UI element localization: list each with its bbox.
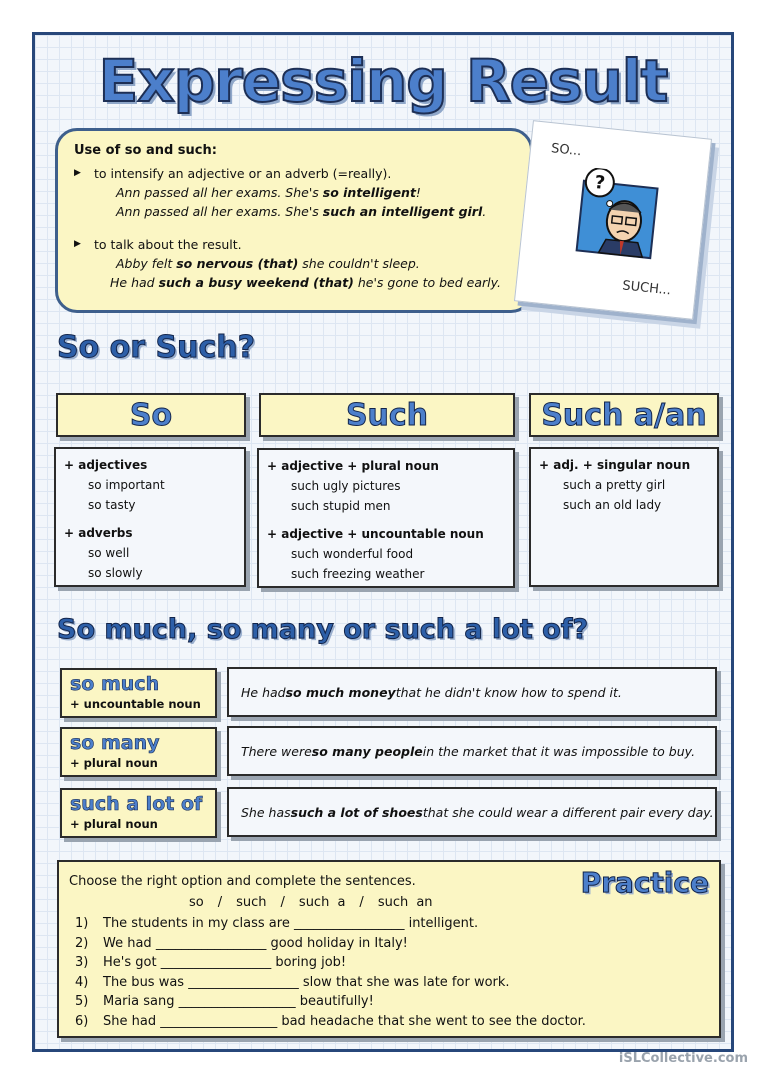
exercise-item[interactable]: 2) We had _________________ good holiday in Italy! [75,935,408,951]
card-so-text: SO... [550,141,583,160]
list-item: such wonderful food [291,547,414,561]
example-sentence: He had such a busy weekend (that) he's gone to bed early. [110,275,502,290]
section-heading-so-or-such: So or Such? [57,330,256,365]
list-item: such ugly pictures [291,479,401,493]
practice-title: Practice [580,866,709,899]
list-item: so important [88,478,165,492]
svg-text:?: ? [593,171,607,194]
triangle-bullet-icon: ▶ [74,168,81,178]
example-sentence: Ann passed all her exams. She's such an intelligent girl. [116,204,487,219]
example-sentence: Abby felt so nervous (that) she couldn't sleep. [116,256,420,271]
list-item: such an old lady [563,498,662,512]
example-sentence: Ann passed all her exams. She's so intelligent! [116,185,421,200]
practice-instruction: Choose the right option and complete the sentences. [69,874,416,889]
column-header-so: So [56,393,246,437]
watermark: iSLCollective.com [618,1051,748,1066]
rule-text: to talk about the result. [94,237,242,252]
category-label: + adverbs [64,526,133,540]
card-such-text: SUCH... [621,278,672,299]
triangle-bullet-icon: ▶ [74,239,81,249]
column-header-such: Such [259,393,515,437]
so-many-label: so many + plural noun [60,727,217,777]
exercise-list [69,914,709,1031]
practice-exercise [57,860,721,1038]
category-label: + adjective + uncountable noun [267,527,484,541]
list-item: such freezing weather [291,567,425,581]
exercise-item[interactable]: 6) She had __________________ bad headache that she went to see the doctor. [75,1013,586,1029]
exercise-item[interactable]: 3) He's got _________________ boring job! [75,955,347,970]
so-much-label: so much + uncountable noun [60,668,217,718]
rule-bullet-intensify [74,164,514,183]
worksheet [32,32,734,1052]
so-much-example: He had so much money that he didn't know how to spend it. [227,667,717,717]
list-item: so slowly [88,566,143,580]
usage-rules-box [55,128,533,313]
such-a-rules-box [529,447,719,587]
category-label: + adjective + plural noun [267,459,439,473]
category-label: + adjectives [64,458,148,472]
list-item: so well [88,546,130,560]
exercise-item[interactable]: 5) Maria sang __________________ beautifully! [75,994,374,1009]
exercise-item[interactable]: 1) The students in my class are _________________ intelligent. [75,916,479,931]
list-item: such a pretty girl [563,478,666,492]
such-a-lot-of-label: such a lot of + plural noun [60,788,217,838]
so-rules-box [54,447,246,587]
list-item: so tasty [88,498,136,512]
section-heading-so-much: So much, so many or such a lot of? [57,614,589,645]
such-a-lot-of-example: She has such a lot of shoes that she could wear a different pair every day. [227,787,717,837]
rules-heading: Use of so and such: [74,143,217,158]
exercise-item[interactable]: 4) The bus was _________________ slow that she was late for work. [75,974,510,990]
column-header-such-a: Such a/an [529,393,719,437]
such-rules-box [257,448,515,588]
so-many-example: There were so many people in the market that it was impossible to buy. [227,726,717,776]
answer-options: so / such / such a / such an [189,895,433,910]
rule-text: to intensify an adjective or an adverb (=really). [94,166,392,181]
thinking-man-illustration [514,120,712,320]
page-title: Expressing Result [98,47,668,115]
list-item: such stupid men [291,499,391,513]
category-label: + adj. + singular noun [539,458,691,472]
confused-man-icon [568,166,667,265]
rule-bullet-result [74,235,514,254]
